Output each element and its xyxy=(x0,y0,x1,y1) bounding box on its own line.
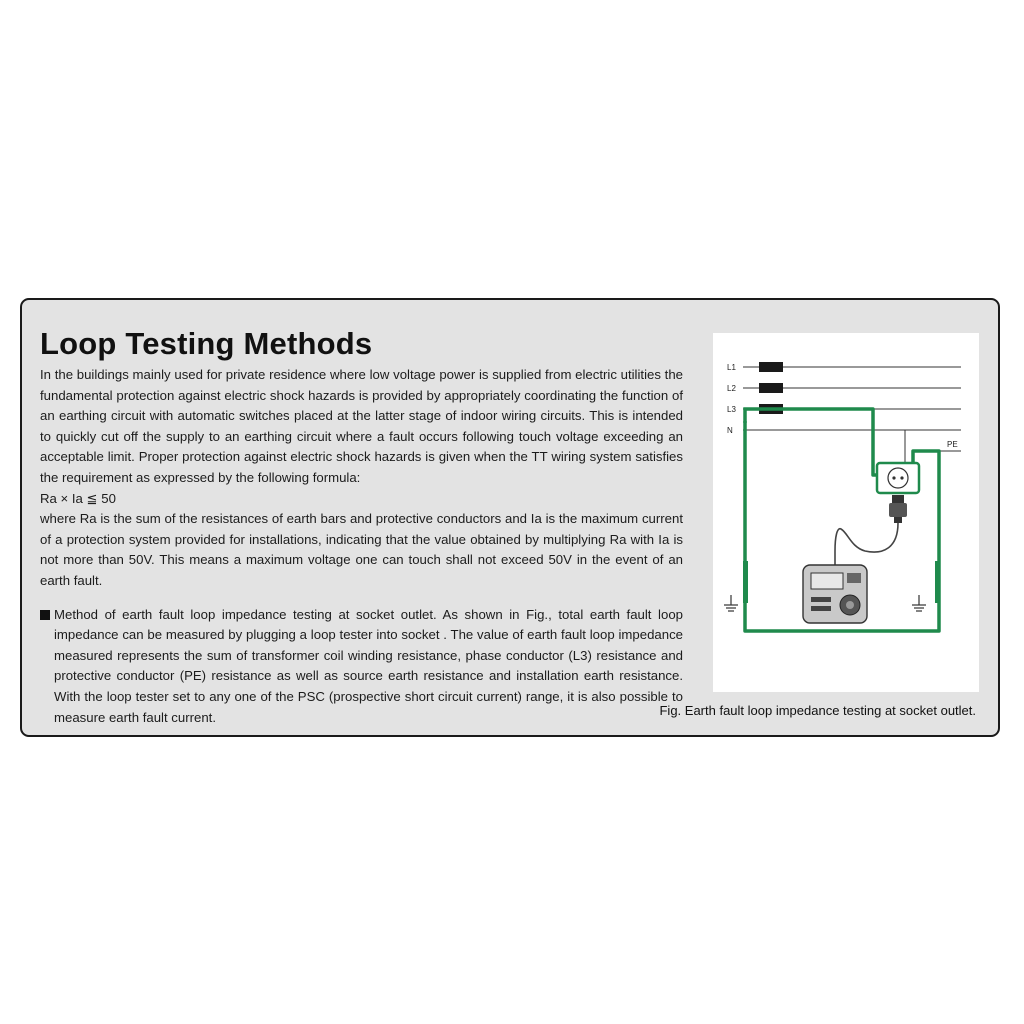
label-l3: L3 xyxy=(727,405,736,414)
explanation-paragraph: where Ra is the sum of the resistances of earth bars and protective conductors and Ia is the maximum current of a protection system provided for installations, indicating that the value obtained by multiplying Ra with Ia is not more than 50V. This means a maximum voltage one can touch shall not exceed 50V in the event of an earth fault. xyxy=(40,511,683,588)
ground-icon xyxy=(912,595,926,611)
plug xyxy=(889,495,907,523)
source-earth-rod xyxy=(743,561,748,603)
label-pe: PE xyxy=(947,440,958,449)
ground-icon xyxy=(724,595,738,611)
supply-lines xyxy=(743,367,961,463)
square-bullet-icon xyxy=(40,610,50,620)
socket-outlet xyxy=(877,463,919,493)
formula: Ra × Ia ≦ 50 xyxy=(40,490,116,506)
fuse-l1 xyxy=(759,362,783,372)
fuse-l2 xyxy=(759,383,783,393)
installation-earth-rod xyxy=(935,561,940,603)
page-title: Loop Testing Methods xyxy=(40,326,373,361)
label-l1: L1 xyxy=(727,363,736,372)
body-text xyxy=(40,365,683,728)
circuit-diagram xyxy=(713,333,979,692)
intro-paragraph: In the buildings mainly used for private residence where low voltage power is supplied from electric utilities the fundamental protection against electric shock hazards is provided by appropriately coordinating the function of an earthing circuit with automatic switches placed at the latter stage of indoor wiring circuits. This is intended to quickly cut off the supply to an earthing circuit where a fault occurs following touch voltage exceeding an acceptable limit. Proper protection against electric shock hazards is given when the TT wiring system satisfies the requirement as expressed by the following formula: xyxy=(40,367,683,485)
tester-display xyxy=(811,573,843,589)
figure-caption: Fig. Earth fault loop impedance testing at socket outlet. xyxy=(659,703,976,718)
circuit-figure xyxy=(713,333,979,692)
label-l2: L2 xyxy=(727,384,736,393)
loop-testing-panel xyxy=(20,298,1000,737)
bullet-text: Method of earth fault loop impedance testing at socket outlet. As shown in Fig., total earth fault loop impedance can be measured by plugging a loop tester into socket . The value of earth fault loop impedance measured represents the sum of transformer coil winding resistance, phase conductor (L3) resistance and protective conductor (PE) resistance as well as source earth resistance and installation earth resistance. With the loop tester set to any one of the PSC (prospective short circuit current) range, it is also possible to measure earth fault current. xyxy=(54,606,683,725)
loop-phase-segment xyxy=(783,409,885,475)
label-n: N xyxy=(727,426,733,435)
tester-cable xyxy=(835,523,898,565)
bullet-item xyxy=(40,605,683,729)
loop-tester-instrument xyxy=(803,565,867,623)
fuses xyxy=(759,362,783,414)
